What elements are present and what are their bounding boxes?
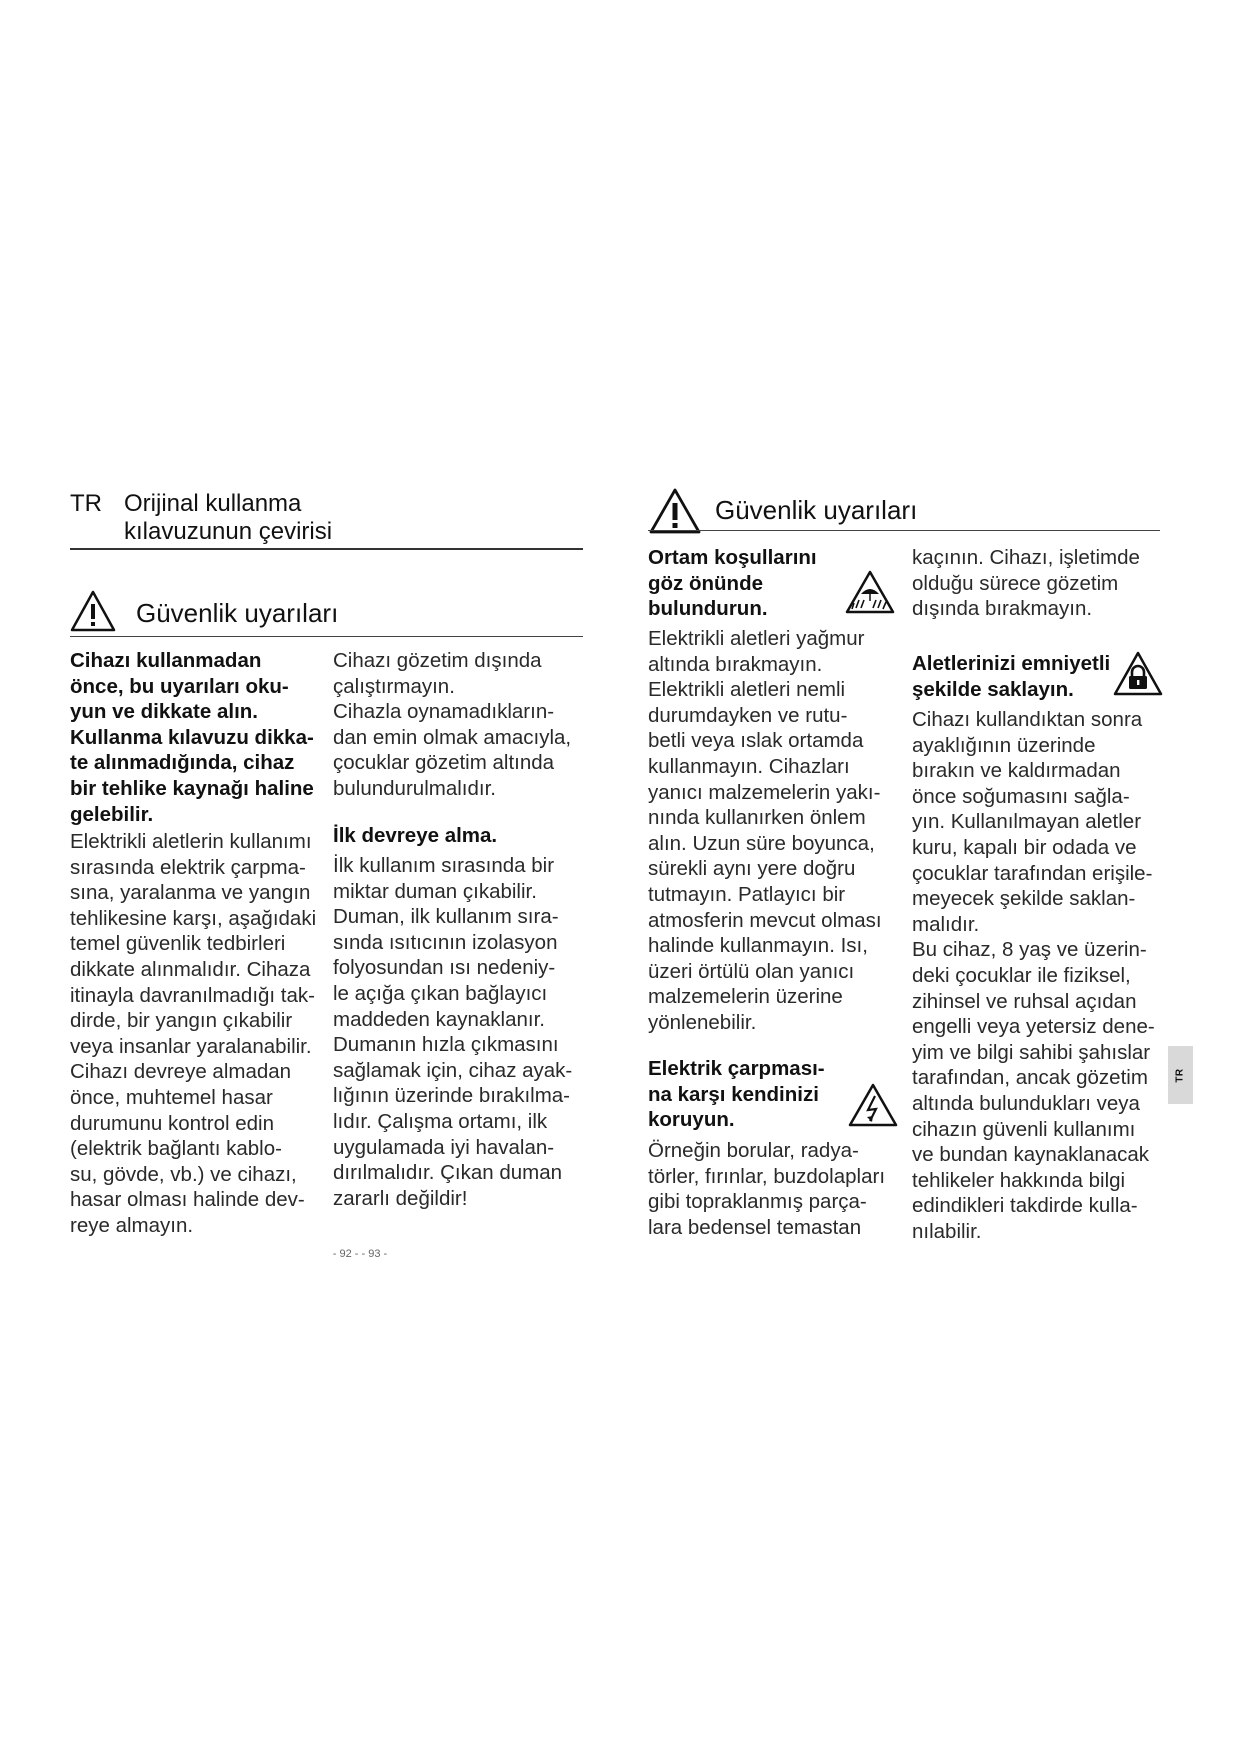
side-language-tab: [1168, 1046, 1193, 1104]
col2-body2: İlk kullanım sırasında bir miktar duman çıkabilir. Duman, ilk kullanım sıra- sında ısıtıcının izolasyon folyosundan ısı nedeniy- le açığa çıkan bağlayıcı maddeden kaynaklanır. Dumanın hızla çıkmasını sağlamak için, cihaz ayak- lığının üzerinde bırakılma- lıdır. Çalışma ortamı, ilk uygulamada iyi havalan- dırılmalıdır. Çıkan duman zararlı değildir!: [333, 854, 573, 1210]
first-use-heading: İlk devreye alma.: [333, 824, 498, 847]
language-code: TR: [70, 490, 102, 517]
lock-warning-icon: [1113, 651, 1163, 697]
section-heading-right: Güvenlik uyarıları: [715, 495, 918, 525]
document-title: Orijinal kullanma kılavuzunun çevirisi: [124, 490, 333, 545]
intro-warning-bold: Cihazı kullanmadan önce, bu uyarıları oku- yun ve dikkate alın. Kullanma kılavuzu dikka- te alınmadığında, cihaz bir tehlike kaynağı haline gelebilir.: [70, 649, 314, 826]
col1-body: Elektrikli aletlerin kullanımı sırasında elektrik çarpma- sına, yaralanma ve yangın tehlikesine karşı, aşağıdaki temel güvenlik tedbirleri dikkate alınmalıdır. Cihaza itinayla davranılmadığı tak- dirde, bir yangın çıkabilir veya insanlar yaralanabilir. Cihazı devreye almadan önce, muhtemel hasar durumunu kontrol edin (elektrik bağlantı kablo- su, gövde, vb.) ve cihazı, hasar olması halinde dev- reye almayın.: [70, 830, 317, 1237]
electric-shock-icon: [848, 1083, 898, 1127]
col2-body1: Cihazı gözetim dışında çalıştırmayın. Cihazla oynamadıkların- dan emin olmak amacıyla, çocuklar gözetim altında bulundurulmalıdır.: [333, 649, 572, 800]
warning-icon: [648, 487, 702, 535]
environment-heading: Ortam koşullarını göz önünde bulundurun.: [648, 546, 817, 621]
section-rule-right: [648, 530, 1160, 531]
rain-warning-icon: [845, 570, 895, 614]
col4-body2: Cihazı kullandıktan sonra ayaklığının üzerinde bırakın ve kaldırmadan önce soğumasını sağla- yın. Kullanılmayan aletler kuru, kapalı bir odada ve çocuklar tarafından erişile- meyecek şekilde saklan- malıdır. Bu cihaz, 8 yaş ve üzerin- deki çocuklar ile fiziksel, zihinsel ve ruhsal açıdan engelli veya yetersiz dene- yim ve bilgi sahibi şahıslar tarafından, ancak gözetim altında bulundukları veya cihazın güvenli kullanımı ve bundan kaynaklanacak tehlikeler hakkında bilgi edindikleri takdirde kulla- nılabilir.: [912, 708, 1155, 1243]
section-rule-left: [70, 636, 583, 637]
storage-heading: Aletlerinizi emniyetli şekilde saklayın.: [912, 652, 1111, 701]
side-tab-label: TR: [1175, 1067, 1186, 1083]
warning-icon: [70, 590, 116, 632]
col4-body1: kaçının. Cihazı, işletimde olduğu sürece gözetim dışında bırakmayın.: [912, 546, 1140, 621]
col3-body1: Elektrikli aletleri yağmur altında bırakmayın. Elektrikli aletleri nemli durumdayken ve rutu- betli veya ıslak ortamda kullanmayın. Cihazları yanıcı malzemelerin yakı- nında kullanırken önlem alın. Uzun süre boyunca, sürekli aynı yere doğru tutmayın. Patlayıcı bir atmosferin mevcut olması halinde kullanmayın. Isı, üzeri örtülü olan yanıcı malzemelerin üzerine yönlenebilir.: [648, 627, 882, 1034]
page-numbers: - 92 - - 93 -: [332, 1248, 388, 1260]
electric-shock-heading: Elektrik çarpması- na karşı kendinizi koruyun.: [648, 1057, 825, 1132]
header-rule: [70, 548, 583, 550]
section-heading-left: Güvenlik uyarıları: [136, 598, 339, 628]
col3-body2: Örneğin borular, radya- törler, fırınlar, buzdolapları gibi topraklanmış parça- lara bedensel temastan: [648, 1139, 886, 1239]
